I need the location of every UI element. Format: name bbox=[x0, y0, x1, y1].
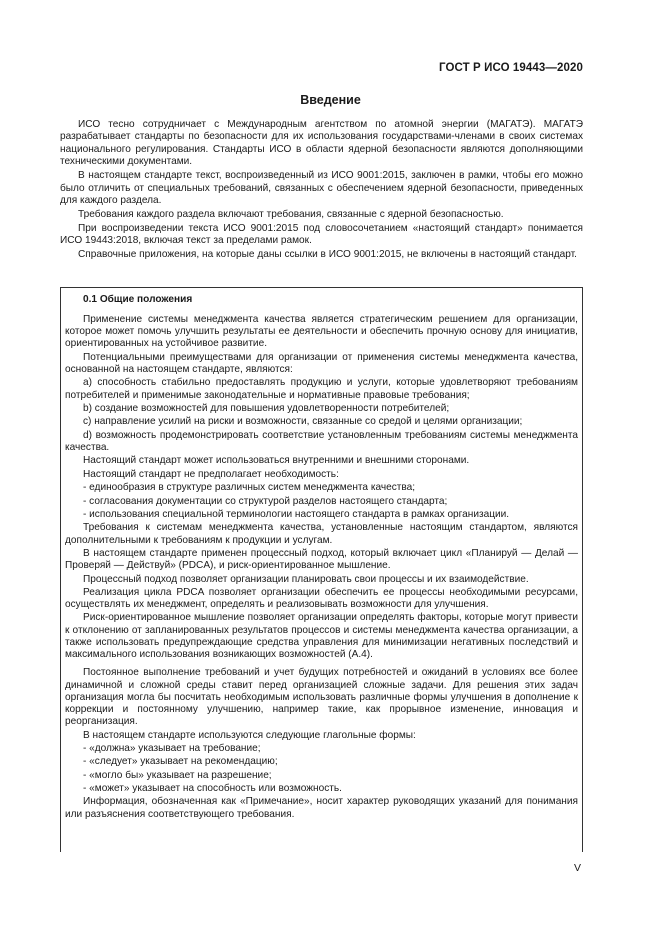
box-paragraph: Информация, обозначенная как «Примечание», носит характер руководящих указаний для понимания или разъяснения соответствующего требования. bbox=[65, 796, 578, 820]
intro-paragraph: Требования каждого раздела включают требования, связанные с ядерной безопасностью. bbox=[78, 208, 504, 220]
box-paragraph: Риск-ориентированное мышление позволяет организации определять факторы, которые могут привести к отклонению от запланированных результатов процессов и системы менеджмента качества организации, а также использовать предупреждающие средства управления для минимизации негативных последствий и максимального использования возникающих возможностей (А.4). bbox=[65, 612, 578, 661]
box-paragraph: Процессный подход позволяет организации планировать свои процессы и их взаимодействие. bbox=[83, 573, 529, 585]
introduction-text bbox=[60, 119, 583, 263]
box-list-item: a) способность стабильно предоставлять продукцию и услуги, которые удовлетворяют требованиям потребителей и применимые законодательные и нормативные правовые требования; bbox=[65, 377, 578, 401]
box-paragraph: Настоящий стандарт может использоваться внутренними и внешними сторонами. bbox=[83, 455, 470, 467]
box-list-item: b) создание возможностей для повышения удовлетворенности потребителей; bbox=[83, 402, 450, 414]
iso-9001-quoted-box bbox=[60, 287, 583, 852]
section-title: Введение bbox=[300, 93, 361, 107]
intro-paragraph: ИСО тесно сотрудничает с Международным агентством по атомной энергии (МАГАТЭ). МАГАТЭ разрабатывает стандарты по безопасности для их использования государствами-членами в своих системах национального регулирования. Стандарты ИСО в области ядерной безопасности являются дополняющими техническими документами. bbox=[60, 119, 583, 168]
box-list-item: - согласования документации со структурой разделов настоящего стандарта; bbox=[83, 495, 448, 507]
page-number: V bbox=[573, 862, 581, 874]
intro-paragraph: В настоящем стандарте текст, воспроизведенный из ИСО 9001:2015, заключен в рамки, чтобы его можно было отличить от специальных требований, связанных с обеспечением ядерной безопасности, приведенных для каждого раздела. bbox=[60, 170, 583, 207]
box-paragraph: Требования к системам менеджмента качества, установленные настоящим стандартом, являются дополнительными к требованиям к продукции и услугам. bbox=[65, 522, 578, 546]
subsection-heading: 0.1 Общие положения bbox=[83, 294, 193, 305]
intro-paragraph: При воспроизведении текста ИСО 9001:2015 под словосочетанием «настоящий стандарт» понимается ИСО 19443:2018, включая текст за пределами рамок. bbox=[60, 222, 583, 247]
box-paragraph: В настоящем стандарте применен процессный подход, который включает цикл «Планируй — Делай — Проверяй — Действуй» (PDCA), и риск-ориентированное мышление. bbox=[65, 547, 578, 572]
intro-paragraph: Справочные приложения, на которые даны ссылки в ИСО 9001:2015, не включены в настоящий стандарт. bbox=[78, 249, 577, 261]
box-paragraph: Постоянное выполнение требований и учет будущих потребностей и ожиданий в условиях все более динамичной и сложной среды ставит перед организацией сложные задачи. Для решения этих задач организация могла бы посчитать необходимым использовать различные формы улучшения в дополнение к коррекции и постоянному улучшению, например такие, как прорывное изменение, инновация и реорганизация. bbox=[65, 667, 578, 728]
box-list-item: - «должна» указывает на требование; bbox=[83, 742, 261, 754]
box-paragraph: Реализация цикла PDCA позволяет организации обеспечить ее процессы необходимыми ресурсами, осуществлять их менеджмент, определять и реализовывать возможности для улучшения. bbox=[65, 586, 578, 611]
box-list-item: - «могло бы» указывает на разрешение; bbox=[83, 769, 272, 781]
box-list-item: - «следует» указывает на рекомендацию; bbox=[83, 756, 278, 768]
box-paragraph: В настоящем стандарте используются следующие глагольные формы: bbox=[83, 729, 416, 741]
document-code: ГОСТ Р ИСО 19443—2020 bbox=[438, 62, 583, 74]
box-list-item: - «может» указывает на способность или возможность. bbox=[83, 783, 342, 795]
box-paragraph: Потенциальными преимуществами для организации от применения системы менеджмента качества, основанной на настоящем стандарте, являются: bbox=[65, 351, 578, 375]
box-list-item: d) возможность продемонстрировать соответствие установленным требованиям системы менеджмента качества. bbox=[65, 429, 578, 453]
box-list-item: - использования специальной терминологии настоящего стандарта в рамках организации. bbox=[83, 508, 510, 520]
box-paragraph: Настоящий стандарт не предполагает необходимость: bbox=[83, 468, 339, 480]
box-paragraph: Применение системы менеджмента качества является стратегическим решением для организации, которое может помочь улучшить результаты ее деятельности и обеспечить прочную основу для инициатив, ориентированных на устойчивое развитие. bbox=[65, 314, 578, 350]
box-list-item: c) направление усилий на риски и возможности, связанные со средой и целями организации; bbox=[83, 416, 523, 428]
box-list-item: - единообразия в структуре различных систем менеджмента качества; bbox=[83, 482, 416, 494]
